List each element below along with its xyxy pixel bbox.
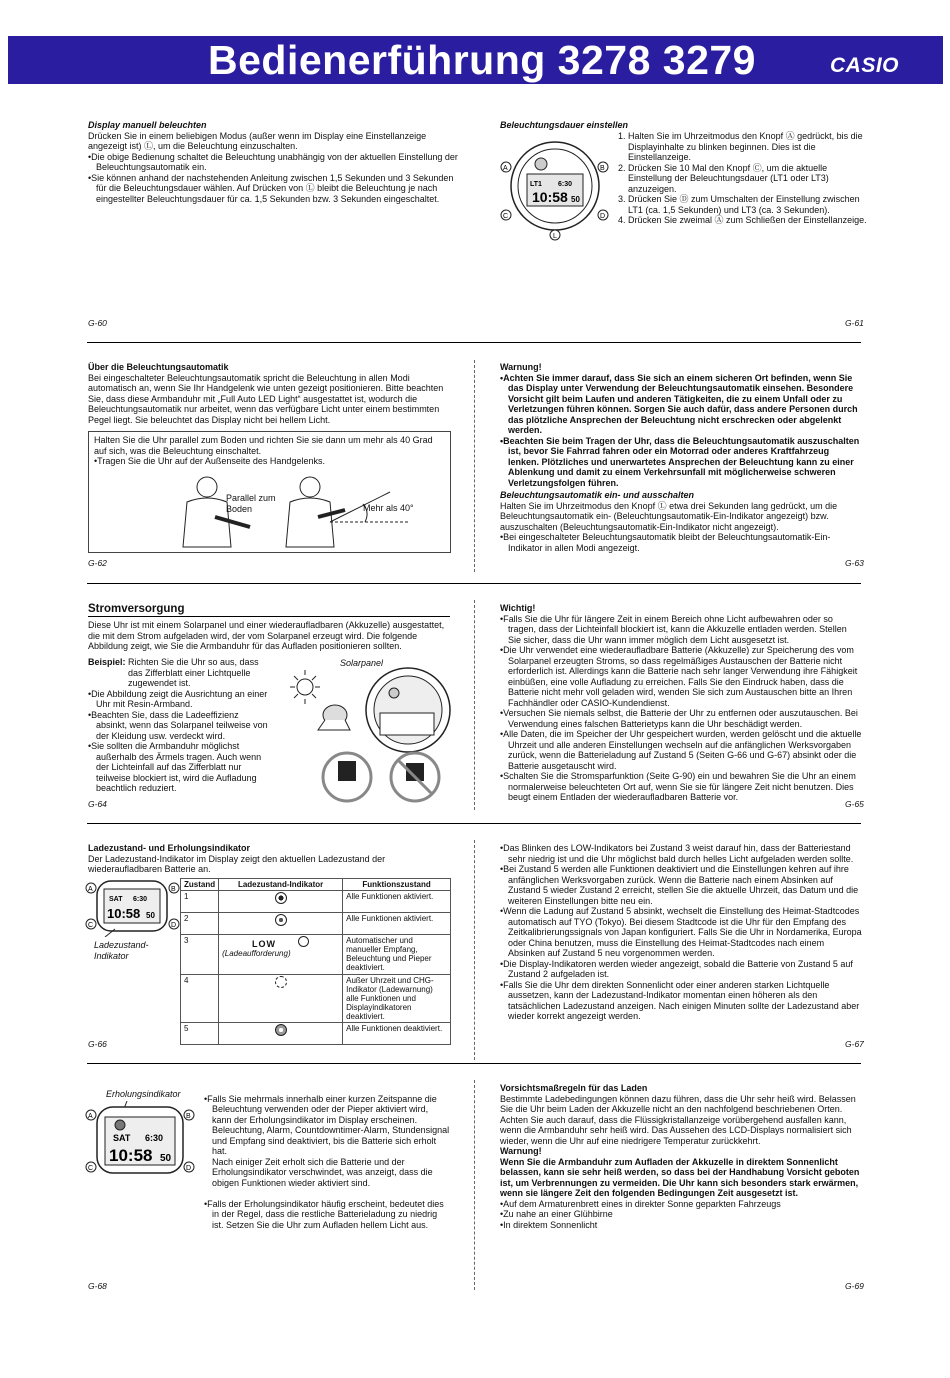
table-cell: 1 bbox=[181, 891, 219, 913]
svg-text:L: L bbox=[553, 233, 557, 240]
paragraph: Diese Uhr ist mit einem Solarpanel und einer wiederaufladbaren (Akkuzelle) ausgestattet, die mit dem Strom aufgeladen wird, der vom Solarpanel erzeugt wird. Die folgende Abbildung zeigt, wie Sie die Armbanduhr für das Aufladen positionieren sollten. bbox=[88, 620, 445, 651]
list-item: • Wenn die Ladung auf Zustand 5 absinkt, wechselt die Einstellung des Heimat-Stadtcodes automatisch auf TYO (Tokyo). Bei diesem Stadtcode ist die Uhr für den Empfang des Zeitkalibrierungssignals von Japan konfiguriert. Falls Sie die Uhr in Nordamerika, Europa oder China benutzen, muss die Einstellung des Heimat-Stadtcodes nach einem Absinken auf Zustand 5 neu vorgenommen werden. bbox=[500, 906, 862, 959]
watch-illustration bbox=[85, 877, 180, 937]
section-g63 bbox=[500, 362, 862, 553]
steps-list bbox=[618, 131, 868, 226]
watch-illustration bbox=[85, 1101, 195, 1176]
example-block bbox=[88, 657, 268, 794]
indicator-label: Ladezustand-Indikator bbox=[94, 940, 149, 961]
svg-text:B: B bbox=[600, 165, 605, 172]
list-item: • Das Blinken des LOW-Indikators bei Zustand 3 weist darauf hin, dass der Batteriestand sehr niedrig ist und die Uhr möglichst bald durch helles Licht aufgeladen werden sollte. bbox=[500, 843, 862, 864]
table-header: Ladezustand-Indikator bbox=[219, 879, 343, 891]
svg-text:B: B bbox=[186, 1113, 191, 1120]
section-g66 bbox=[88, 843, 450, 875]
watch-seconds: 50 bbox=[571, 195, 580, 204]
table-row bbox=[181, 1023, 451, 1045]
table-cell: Alle Funktionen aktiviert. bbox=[343, 891, 451, 913]
section-heading: Ladezustand- und Erholungsindikator bbox=[88, 843, 250, 853]
list-item: • Zu nahe an einer Glühbirne bbox=[500, 1209, 862, 1220]
list-item: • Falls Sie die Uhr für längere Zeit in einem Bereich ohne Licht aufbewahren oder so tragen, dass der Lichteinfall blockiert ist, kann die Akkuzelle entladen werden. Stellen Sie sicher, dass die Uhr wann immer möglich dem Licht ausgesetzt ist. bbox=[500, 614, 862, 646]
watch-time-small: 6:30 bbox=[145, 1133, 164, 1143]
list-item: • Schalten Sie die Stromsparfunktion (Seite G-90) ein und bewahren Sie die Uhr an einem normalerweise beleuchteten Ort auf, wenn Sie sie für längere Zeit nicht benutzen. Dies beugt einem Entladen der wiederaufladbaren Batterie vor. bbox=[500, 771, 862, 803]
watch-seconds: 50 bbox=[146, 911, 155, 920]
table-row bbox=[181, 913, 451, 935]
watch-time-big: 10:58 bbox=[109, 1146, 153, 1165]
section-heading: Beleuchtungsautomatik ein- und ausschalten bbox=[500, 490, 695, 500]
list-item: • Bei Zustand 5 werden alle Funktionen deaktiviert und die Einstellungen kehren auf ihre anfänglichen Werksvorgaben zurück. Wenn die Batterie nach einem Absinken auf Zustand 5 wieder Zustand 2 erreicht, stellen Sie die aktuelle Uhrzeit, das Datum und die weiteren Einstellungen bitte neu ein. bbox=[500, 864, 862, 906]
list-item: • In direktem Sonnenlicht bbox=[500, 1220, 862, 1231]
watch-illustration bbox=[498, 134, 613, 242]
page-number: G-60 bbox=[88, 318, 107, 328]
section-heading: Display manuell beleuchten bbox=[88, 120, 207, 130]
section-heading: Vorsichtsmaßregeln für das Laden bbox=[500, 1083, 648, 1093]
page-number: G-64 bbox=[88, 799, 107, 809]
table-cell: Automatischer und manueller Empfang, Beleuchtung und Pieper deaktiviert. bbox=[343, 935, 451, 975]
divider bbox=[474, 360, 475, 572]
recovery-indicator-label: Erholungsindikator bbox=[106, 1089, 181, 1099]
divider bbox=[87, 1063, 861, 1064]
header-bar bbox=[8, 36, 943, 84]
page-number: G-63 bbox=[845, 558, 864, 568]
indicator-cell bbox=[219, 935, 343, 975]
divider bbox=[87, 823, 861, 824]
svg-text:D: D bbox=[600, 213, 606, 220]
charge-indicator-icon bbox=[275, 976, 287, 988]
table-cell: Außer Uhrzeit und CHG-Indikator (Ladewarnung) alle Funktionen und Displayindikatoren deaktiviert. bbox=[343, 975, 451, 1023]
divider bbox=[87, 342, 861, 343]
indicator-cell bbox=[219, 913, 343, 935]
paragraph: Halten Sie die Uhr parallel zum Boden und richten Sie sie dann um mehr als 40 Grad auf sich, was die Beleuchtung einschaltet. bbox=[94, 435, 433, 456]
list-item: • Beachten Sie, dass die Ladeeffizienz absinkt, wenn das Solarpanel teilweise von der Kleidung usw. verdeckt wird. bbox=[88, 710, 268, 742]
paragraph: Drücken Sie in einem beliebigen Modus (außer wenn im Display eine Einstellanzeige angezeigt ist) Ⓛ, um die Beleuchtung einzuschalten. bbox=[88, 130, 427, 151]
paragraph: Halten Sie im Uhrzeitmodus den Knopf Ⓛ etwa drei Sekunden lang gedrückt, um die Beleuchtungsautomatik ein- (Beleuchtungsautomatik-Ein-Indikator angezeigt) bzw. auszuschalten (Beleuchtungsautomatik-Ein-Indikator nicht angezeigt). bbox=[500, 500, 838, 532]
list-item: 1. Halten Sie im Uhrzeitmodus den Knopf Ⓐ gedrückt, bis die Displayinhalte zu blinken beginnen. Dies ist die Einstellanzeige. bbox=[618, 131, 863, 162]
section-g61 bbox=[500, 120, 870, 131]
watch-seconds: 50 bbox=[160, 1153, 172, 1164]
important-title: Wichtig! bbox=[500, 603, 536, 613]
watch-day: SAT bbox=[109, 896, 123, 903]
indicator-cell bbox=[219, 891, 343, 913]
section-heading: Beleuchtungsdauer einstellen bbox=[500, 120, 629, 130]
list-item: • Falls Sie mehrmals innerhalb einer kurzen Zeitspanne die Beleuchtung verwenden oder der Pieper aktiviert wird, kann der Erholungsindikator im Display erscheinen. Beleuchtung, Alarm, Countdowntimer-Alarm, Stundensignal und Empfang sind deaktiviert, bis die Batterie sich erholt hat. Nach einiger Zeit erholt sich die Batterie und der Erholungsindikator verschwindet, was anzeigt, dass die obigen Funktionen wieder aktiviert sind. bbox=[204, 1094, 450, 1189]
table-cell: 4 bbox=[181, 975, 219, 1023]
section-g62 bbox=[88, 362, 450, 425]
list-item: • Bei eingeschalteter Beleuchtungsautomatik bleibt der Beleuchtungsautomatik-Ein-Indikator in allen Modi angezeigt. bbox=[500, 532, 862, 553]
section-g67 bbox=[500, 843, 862, 1022]
paragraph: Bestimmte Ladebedingungen können dazu führen, dass die Uhr sehr heiß wird. Belassen Sie die Uhr beim Laden der Akkuzelle nicht an den nachfolgend beschriebenen Orten. bbox=[500, 1093, 856, 1114]
paragraph: Richten Sie die Uhr so aus, dass das Zifferblatt einer Lichtquelle zugewendet ist. bbox=[128, 657, 259, 688]
list-item: • Die Abbildung zeigt die Ausrichtung an einer Uhr mit Resin-Armband. bbox=[88, 689, 268, 710]
svg-text:B: B bbox=[171, 886, 176, 893]
list-item: • Falls der Erholungsindikator häufig erscheint, bedeutet dies in der Regel, dass die restliche Batterieladung zu niedrig ist. Setzen Sie die Uhr zum Aufladen hellem Licht aus. bbox=[204, 1199, 450, 1231]
page-number: G-67 bbox=[845, 1039, 864, 1049]
section-heading: Stromversorgung bbox=[88, 603, 450, 617]
solar-label: Solarpanel bbox=[340, 658, 384, 668]
page-number: G-61 bbox=[845, 318, 864, 328]
section-g65 bbox=[500, 603, 862, 803]
watch-time-small: 6:30 bbox=[558, 181, 573, 188]
charge-indicator-icon bbox=[275, 914, 287, 926]
warning-title: Warnung! bbox=[500, 1146, 542, 1156]
solar-charging-illustration bbox=[290, 665, 465, 805]
charge-level-table bbox=[180, 878, 451, 1045]
svg-text:C: C bbox=[503, 213, 509, 220]
charge-indicator-icon bbox=[275, 892, 287, 904]
table-header: Zustand bbox=[181, 879, 219, 891]
page-number: G-68 bbox=[88, 1281, 107, 1291]
section-g69 bbox=[500, 1083, 862, 1230]
watch-time-big: 10:58 bbox=[107, 906, 141, 921]
list-item: • Achten Sie immer darauf, dass Sie sich an einem sicheren Ort befinden, wenn Sie das Display unter Verwendung der Beleuchtungsautomatik einsehen. Besondere Vorsicht gilt beim Laufen und anderen Tätigkeiten, die zu einem Unfall oder zu Verletzungen führen können. Sorgen Sie auch dafür, dass andere Personen durch das plötzliche Ansprechen der Beleuchtung nicht erschrecken oder abgelenkt werden. bbox=[500, 373, 862, 436]
watch-time-small: 6:30 bbox=[133, 896, 148, 903]
casio-logo: CASIO bbox=[830, 54, 900, 77]
divider bbox=[474, 840, 475, 1060]
watch-mode-text: LT1 bbox=[530, 181, 542, 188]
svg-text:D: D bbox=[171, 922, 177, 929]
table-header: Funktionszustand bbox=[343, 879, 451, 891]
svg-text:C: C bbox=[88, 922, 94, 929]
table-cell: Alle Funktionen deaktiviert. bbox=[343, 1023, 451, 1045]
svg-text:A: A bbox=[88, 886, 93, 893]
section-heading: Über die Beleuchtungsautomatik bbox=[88, 362, 229, 372]
section-g68 bbox=[204, 1083, 450, 1241]
table-cell: Alle Funktionen aktiviert. bbox=[343, 913, 451, 935]
charge-indicator-icon bbox=[275, 1024, 287, 1036]
table-cell: 5 bbox=[181, 1023, 219, 1045]
svg-text:D: D bbox=[186, 1165, 192, 1172]
indicator-cell bbox=[219, 975, 343, 1023]
paragraph: Bei eingeschalteter Beleuchtungsautomatik spricht die Beleuchtung in allen Modi automatisch an, wenn Sie Ihr Handgelenk wie unten gezeigt positionieren. Bitte beachten Sie, dass diese Armbanduhr mit „Full Auto LED Light“ ausgestattet ist, wodurch die Beleuchtungsautomatik nur arbeitet, wenn das verfügbare Licht unter einem bestimmten Pegel liegt. Sie beleuchtet das Display nicht bei hellem Licht. bbox=[88, 372, 444, 425]
example-label: Beispiel: bbox=[88, 657, 126, 667]
table-row bbox=[181, 891, 451, 913]
section-g60 bbox=[88, 120, 458, 204]
svg-text:A: A bbox=[503, 165, 508, 172]
table-row bbox=[181, 935, 451, 975]
list-item: • Sie sollten die Armbanduhr möglichst außerhalb des Ärmels tragen. Auch wenn der Lichteinfall auf das Zifferblatt nur teilweise blockiert ist, wird die Aufladung beachtlich reduziert. bbox=[88, 741, 268, 794]
page-number: G-65 bbox=[845, 799, 864, 809]
paragraph: Achten Sie auch darauf, dass die Flüssigkristallanzeige vorübergehend ausfallen kann, wenn die Armbanduhr sehr heiß wird. Das Aussehen des LCD-Displays normalisiert sich wieder, wenn die Uhr auf eine niedrigere Temperatur zurückkehrt. bbox=[500, 1114, 852, 1146]
list-item: • Auf dem Armaturenbrett eines in direkter Sonne geparkten Fahrzeugs bbox=[500, 1199, 862, 1210]
label-angle: Mehr als 40° bbox=[363, 503, 414, 513]
page-number: G-69 bbox=[845, 1281, 864, 1291]
low-indicator: LOW bbox=[251, 939, 276, 949]
table-row bbox=[181, 975, 451, 1023]
page-number: G-62 bbox=[88, 558, 107, 568]
warning-text: Wenn Sie die Armbanduhr zum Aufladen der Akkuzelle in direktem Sonnenlicht belassen, kann sie sehr heiß werden, so dass bei der Handhabung Vorsicht geboten ist, um Verbrennungen zu vermeiden. Die Uhr kann sich besonders stark erwärmen, wenn sie längere Zeit den folgenden Bedingungen Zeit ausgesetzt ist. bbox=[500, 1156, 860, 1198]
charge-indicator-icon bbox=[298, 936, 309, 947]
list-item: • Die Uhr verwendet eine wiederaufladbare Batterie (Akkuzelle) zur Speicherung des vom Solarpanel erzeugten Stroms, so dass regelmäßiges Austauschen der Batterie nicht erforderlich ist. Allerdings kann die Batterie nach sehr langer Verwendung ihre Fähigkeit einbüßen, eine volle Aufladung zu erreichen. Falls Sie den Eindruck haben, dass die Batterie nicht mehr voll geladen wird, wenden Sie sich zum Austauschen bitte an Ihren Fachhändler oder CASIO-Kundendienst. bbox=[500, 645, 862, 708]
list-item: • Sie können anhand der nachstehenden Anleitung zwischen 1,5 Sekunden und 3 Sekunden für die Beleuchtungsdauer wählen. Auf Drücken von Ⓛ bleibt die Beleuchtung je nach eingestellter Beleuchtungsdauer für ca. 1,5 Sekunden bzw. 3 Sekunden eingeschaltet. bbox=[88, 173, 458, 205]
charge-request-label: (Ladeaufforderung) bbox=[222, 949, 291, 958]
list-item: • Versuchen Sie niemals selbst, die Batterie der Uhr zu entfernen oder auszutauschen. Bei Verwendung eines falschen Batterietyps kann die Uhr beschädigt werden. bbox=[500, 708, 862, 729]
watch-day: SAT bbox=[113, 1133, 131, 1143]
list-item: • Alle Daten, die im Speicher der Uhr gespeichert wurden, werden gelöscht und die aktuelle Uhrzeit und alle anderen Einstellungen wechseln auf die anfänglichen Werksvorgaben zurück, wenn die Batterieladung auf Zustand 5 (Seiten G-66 und G-67) absinkt oder die Batterie ausgetauscht wird. bbox=[500, 729, 862, 771]
table-cell: 2 bbox=[181, 913, 219, 935]
svg-text:A: A bbox=[88, 1113, 93, 1120]
list-item: 3. Drücken Sie Ⓓ zum Umschalten der Einstellung zwischen LT1 (ca. 1,5 Sekunden) und LT3 (ca. 3 Sekunden). bbox=[618, 194, 860, 215]
list-item: • Falls Sie die Uhr dem direkten Sonnenlicht oder einer anderen starken Lichtquelle aussetzen, kann der Ladezustand-Indikator momentan einen höheren als den tatsächlichen Ladezustand anzeigen. Nach einigen Minuten sollte der Ladezustand aber wieder korrekt angezeigt werden. bbox=[500, 980, 862, 1022]
paragraph: Der Ladezustand-Indikator im Display zeigt den aktuellen Ladezustand der wiederaufladbaren Batterie an. bbox=[88, 853, 386, 874]
watch-time-big: 10:58 bbox=[532, 189, 568, 205]
divider bbox=[474, 600, 475, 810]
list-item: 2. Drücken Sie 10 Mal den Knopf Ⓒ, um die aktuelle Einstellung der Beleuchtungsdauer (LT1 oder LT3) anzuzeigen. bbox=[618, 162, 829, 194]
page-title: Bedienerführung 3278 3279 bbox=[208, 37, 756, 83]
divider bbox=[474, 1080, 475, 1290]
svg-text:C: C bbox=[88, 1165, 94, 1172]
page-number: G-66 bbox=[88, 1039, 107, 1049]
list-item: • Tragen Sie die Uhr auf der Außenseite des Handgelenks. bbox=[94, 456, 445, 467]
label-parallel: Parallel zum Boden bbox=[226, 493, 276, 514]
indicator-cell bbox=[219, 1023, 343, 1045]
list-item: • Beachten Sie beim Tragen der Uhr, dass die Beleuchtungsautomatik auszuschalten ist, bevor Sie Fahrrad fahren oder ein Motorrad oder anderes Kraftfahrzeug lenken. Plötzliches und unerwartetes Ansprechen der Beleuchtung kann zu einer Ablenkung und damit zu einem Verkehrsunfall mit möglicherweise schweren Verletzungsfolgen führen. bbox=[500, 436, 862, 489]
warning-title: Warnung! bbox=[500, 362, 542, 372]
divider bbox=[87, 583, 861, 584]
list-item: • Die obige Bedienung schaltet die Beleuchtung unabhängig von der aktuellen Einstellung der Beleuchtungsautomatik ein. bbox=[88, 152, 458, 173]
section-g64 bbox=[88, 603, 450, 652]
list-item: • Die Display-Indikatoren werden wieder angezeigt, sobald die Batterie von Zustand 5 auf Zustand 2 aufgeladen ist. bbox=[500, 959, 862, 980]
list-item: 4. Drücken Sie zweimal Ⓐ zum Schließen der Einstellanzeige. bbox=[618, 215, 867, 225]
table-cell: 3 bbox=[181, 935, 219, 975]
